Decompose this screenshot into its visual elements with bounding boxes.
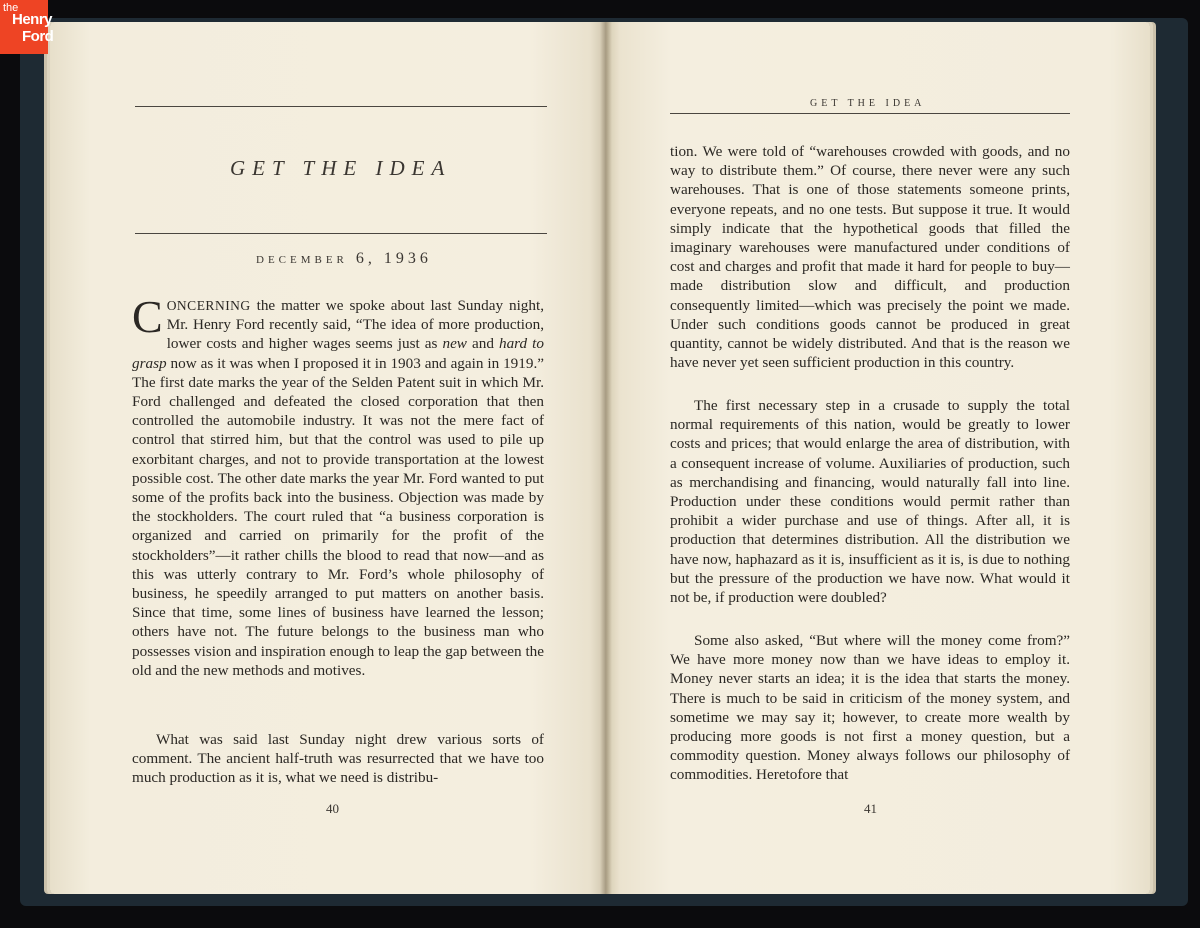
- right-paragraph-1: tion. We were told of “warehouses crowded with goods, and no way to distribute them.” Of course, there never were any such warehouses. That is one of those statements someone prints, everyone repeats, and no one tests. But suppose it true. It would simply indicate that the hypothetical goods that filled the imaginary warehouses were manufactured under conditions of cost and charges and profit that made it hard for people to buy—made distribution slow and difficult, and production consequently limited—which was precisely the point we made. Under such conditions goods cannot be produced in great quantity, cannot be widely distributed. And that is the reason we have never yet seen sufficient production in this country.: [670, 143, 1070, 372]
- paragraph-text: the matter we spoke about last Sunday night, Mr. Henry Ford recently said, “The idea of more production, lower costs and higher wages seems just as: [166, 297, 544, 353]
- drop-cap: C: [132, 291, 163, 342]
- henry-ford-logo: [0, 0, 54, 54]
- paragraph-text: and: [466, 335, 499, 353]
- page-number-right: 41: [864, 801, 877, 816]
- book-gutter: [600, 22, 612, 894]
- chapter-title: GET THE IDEA: [230, 156, 452, 180]
- left-paragraph-2: What was said last Sunday night drew various sorts of comment. The ancient half-truth was resurrected that we have too much production as it is, what we need is distribu-: [132, 731, 544, 787]
- logo-text-henry: Henry: [12, 11, 53, 28]
- logo-text-ford: Ford: [22, 28, 54, 45]
- date-day-year: 6, 1936: [355, 250, 432, 267]
- right-paragraph-2: The first necessary step in a crusade to supply the total normal requirements of this nation, would be greatly to lower costs and prices; that would enlarge the area of distribution, with a consequent increase of volume. Auxiliaries of production, such as merchandising and financing, would naturally fall into line. Production under these conditions would permit rather than prohibit a wider purchase and use of things. After all, it is production that determines distribution. All the distribution we have now, haphazard as it is, insufficient as it is, is due to nothing but the pressure of the production we have now. What would it not be, if production were doubled?: [670, 397, 1070, 607]
- date-month: DECEMBER: [256, 254, 348, 266]
- page-number-left: 40: [326, 801, 339, 816]
- emphasis-new: new: [442, 335, 467, 353]
- right-paragraph-3: Some also asked, “But where will the money come from?” We have more money now than we have ideas to employ it. Money never starts an idea; it is the idea that starts the money. There is much to be said in criticism of the money system, and sometime we may say it; however, to create more wealth by producing more goods is not first a money question, but a commodity question. Money always follows our philosophy of commodities. Heretofore that: [670, 632, 1070, 784]
- title-rule: [135, 233, 547, 234]
- running-head: GET THE IDEA: [810, 98, 926, 109]
- left-paragraph-1: [132, 291, 544, 724]
- chapter-date: [256, 250, 432, 268]
- top-rule: [135, 106, 547, 107]
- logo-text-the: the: [3, 2, 19, 14]
- emphasis-hard-to-grasp: hard to grasp: [132, 335, 544, 372]
- paragraph-text: now as it was when I proposed it in 1903 and again in 1919.” The first date marks the year of the Selden Patent suit in which Mr. Ford challenged and defeated the closed corporation that then controlled the automobile industry. It was not the mere fact of control that stirred him, but that the control was used to pile up exorbitant charges, and not to provide transportation at the lowest possible cost. The other date marks the year Mr. Ford wanted to put some of the profits back into the business. Objection was made by the stockholders. The court ruled that “a business corporation is organized and carried on primarily for the profit of the stockholders”—it rather chills the blood to read that now—and as this was utterly contrary to Mr. Ford’s whole philosophy of business, he speedily arranged to put matters on another basis. Since that time, some lines of business have learned the lesson; others have not. The future belongs to the business man who possesses vision and inspiration enough to leap the gap between the old and the new methods and motives.: [132, 354, 544, 679]
- opening-word: ONCERNING: [166, 298, 251, 313]
- header-rule: [670, 113, 1070, 114]
